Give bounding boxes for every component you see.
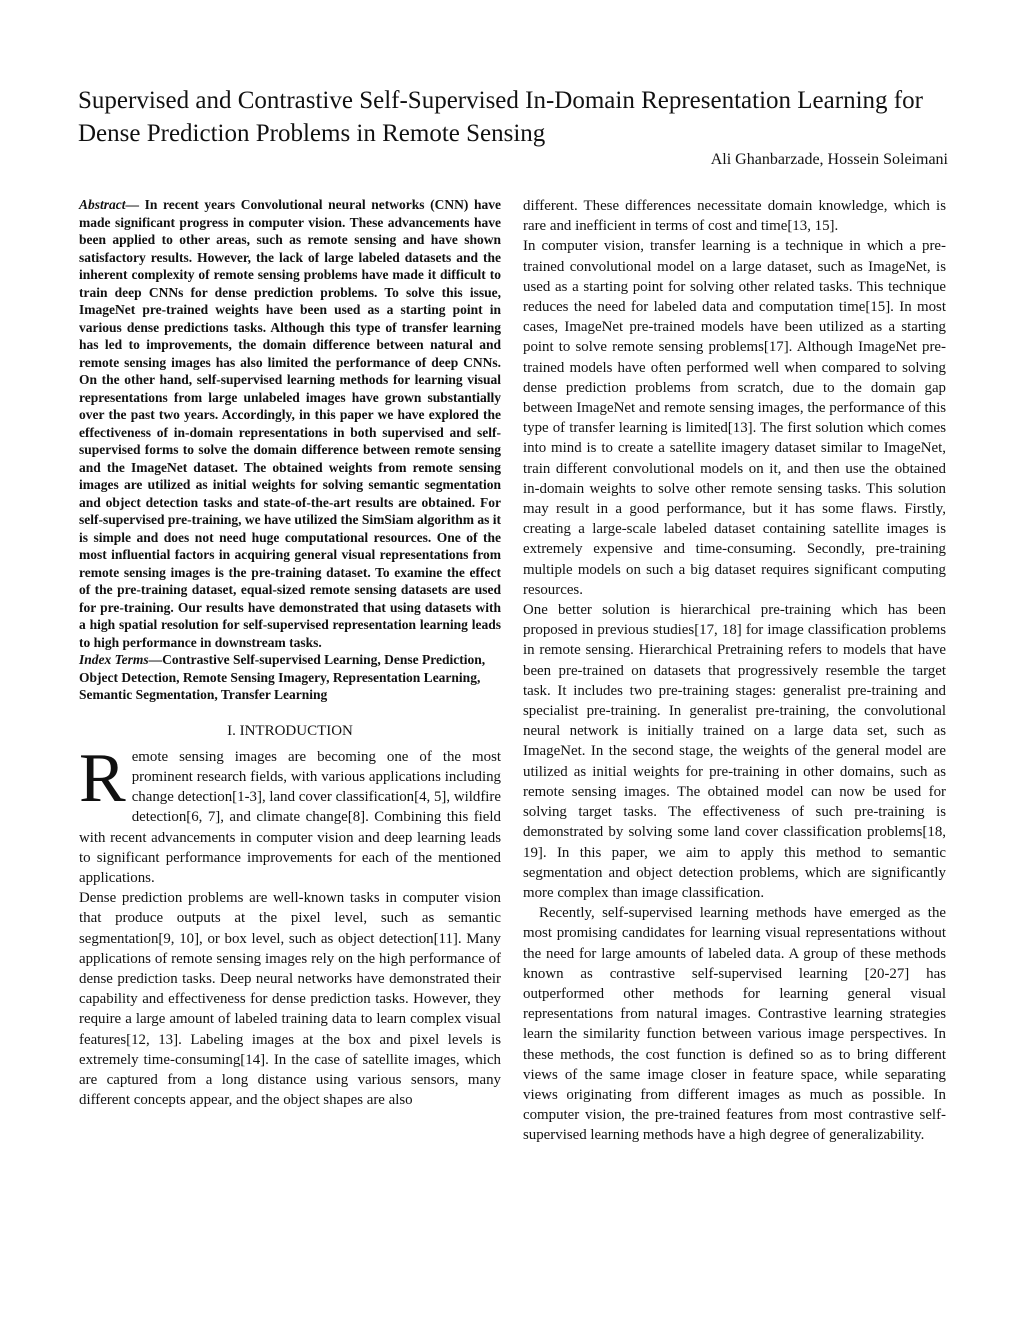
right-paragraph-3: One better solution is hierarchical pre-training which has been proposed in previous studies[17, 18] for image classification problems in remote sensing. Hierarchical Pretraining refers to models that have been pre-trained on datasets that progressively resemble the target task. It includes two pre-training stages: generalist pre-training and specialist pre-training. In generalist pre-training, the convolutional neural network is initially trained on a large data set, such as ImageNet. In the second stage, the weights of the general model are utilized as initial weights for pre-training in other domains, such as remote sensing images. The obtained model can now be used for solving target tasks. The effectiveness of such pre-training is demonstrated by solving some land cover classification problems[18, 19]. In this paper, we aim to apply this method to semantic segmentation and object detection problems, which are significantly more complex than image classification. — [523, 602, 946, 901]
index-terms — [79, 651, 501, 704]
drop-cap: R — [79, 739, 126, 817]
right-column — [523, 196, 946, 1146]
abstract-text: In recent years Convolutional neural networks (CNN) have made significant progress in computer vision. These advancements have been applied to other areas, such as remote sensing and have shown satisfactory results. However, the lack of large labeled datasets and the inherent complexity of remote sensing problems have made it difficult to train deep CNNs for dense prediction problems. To solve this issue, ImageNet pre-trained weights have been used as a starting point in various dense predictions tasks. Although this type of transfer learning has led to improvements, the domain difference between natural and remote sensing images has also limited the performance of deep CNNs. On the other hand, self-supervised learning methods for learning visual representations from large unlabeled images have grown substantially over the past two years. Accordingly, in this paper we have explored the effectiveness of in-domain representations in both supervised and self-supervised forms to solve the domain difference between remote sensing and the ImageNet dataset. The obtained weights from remote sensing images are utilized as initial weights for solving semantic segmentation and object detection tasks and state-of-the-art results are obtained. For self-supervised pre-training, we have utilized the SimSiam algorithm as it is simple and does not need huge computational resources. One of the most influential factors in acquiring general visual representations from remote sensing images is the pre-training dataset. To examine the effect of the pre-training dataset, equal-sized remote sensing datasets are used for pre-training. Our results have demonstrated that using datasets with a high spatial resolution for self-supervised representation learning leads to high performance in downstream tasks. — [79, 197, 501, 650]
abstract — [79, 196, 501, 651]
left-column — [79, 196, 501, 1110]
abstract-dash: — — [125, 197, 145, 212]
intro-paragraph-2: Dense prediction problems are well-known tasks in computer vision that produce outputs at the pixel level, such as semantic segmentation[9, 10], or box level, such as object detection[11]. Many applications of remote sensing images rely on the high performance of dense prediction tasks. Deep neural networks have demonstrated their capability and effectiveness for dense prediction tasks. However, they require a large amount of labeled training data to learn complex visual features[12, 13]. Labeling images at the box and pixel levels is extremely time-consuming[14]. In the case of satellite images, which are captured from a long distance using various sensors, many different concepts appear, and the object shapes are also — [79, 890, 501, 1109]
abstract-label: Abstract — [79, 197, 126, 212]
intro-paragraph-1-text: emote sensing images are becoming one of the most prominent research fields, with various applications including change detection[1-3], land cover classification[4, 5], wildfire detection[6, 7], and climate change[8]. Combining this field with recent advancements in computer vision and deep learning leads to significant performance improvements for each of the mentioned applications. — [79, 748, 501, 886]
right-paragraph-1: different. These differences necessitate domain knowledge, which is rare and inefficient in terms of cost and time[13, 15]. — [523, 198, 946, 235]
authors: Ali Ghanbarzade, Hossein Soleimani — [710, 151, 948, 168]
intro-paragraph-1 — [79, 739, 501, 888]
index-terms-text: Contrastive Self-supervised Learning, Dense Prediction, Object Detection, Remote Sensing Imagery, Representation Learning, Semantic Segmentation, Transfer Learning — [79, 652, 486, 702]
right-paragraph-2: In computer vision, transfer learning is a technique in which a pre-trained convolutional model on a large dataset, such as ImageNet, is used as a starting point for solving other related tasks. This technique reduces the need for labeled data and computation time[15]. In most cases, ImageNet pre-trained models have been utilized as a starting point to solve remote sensing problems[17]. Although ImageNet pre-trained models have often performed well when compared to solving dense prediction problems from scratch, due to the domain gap between ImageNet and remote sensing images, the performance of this type of transfer learning is limited[13]. The first solution which comes into mind is to create a satellite imagery dataset similar to ImageNet, train different convolutional models on it, and then use the obtained in-domain weights to solve other remote sensing tasks. This solution may result in a good performance, but it has some flaws. Firstly, creating a large-scale labeled dataset containing satellite images is extremely expensive and time-consuming. Secondly, pre-training multiple models on such a big dataset requires significant computing resources. — [523, 238, 946, 598]
index-terms-dash: — — [148, 652, 163, 667]
paper-title: Supervised and Contrastive Self-Supervised In-Domain Representation Learning for Dense Prediction Problems in Remote Sensing — [78, 87, 923, 147]
right-paragraph-4: Recently, self-supervised learning methods have emerged as the most promising candidates for learning visual representations without the need for large amounts of labeled data. A group of these methods known as contrastive self-supervised learning [20-27] has outperformed other methods for learning general visual representations from natural images. Contrastive learning strategies learn the similarity function between various image perspectives. In these methods, the cost function is defined so as to bring different views of the same image closer in feature space, while separating views originating from different images as much as possible. In computer vision, the pre-trained features from most contrastive self-supervised learning methods have a high degree of generalizability. — [523, 905, 946, 1144]
index-terms-label: Index Terms — [79, 652, 149, 667]
section-heading-introduction: I. INTRODUCTION — [227, 722, 353, 739]
